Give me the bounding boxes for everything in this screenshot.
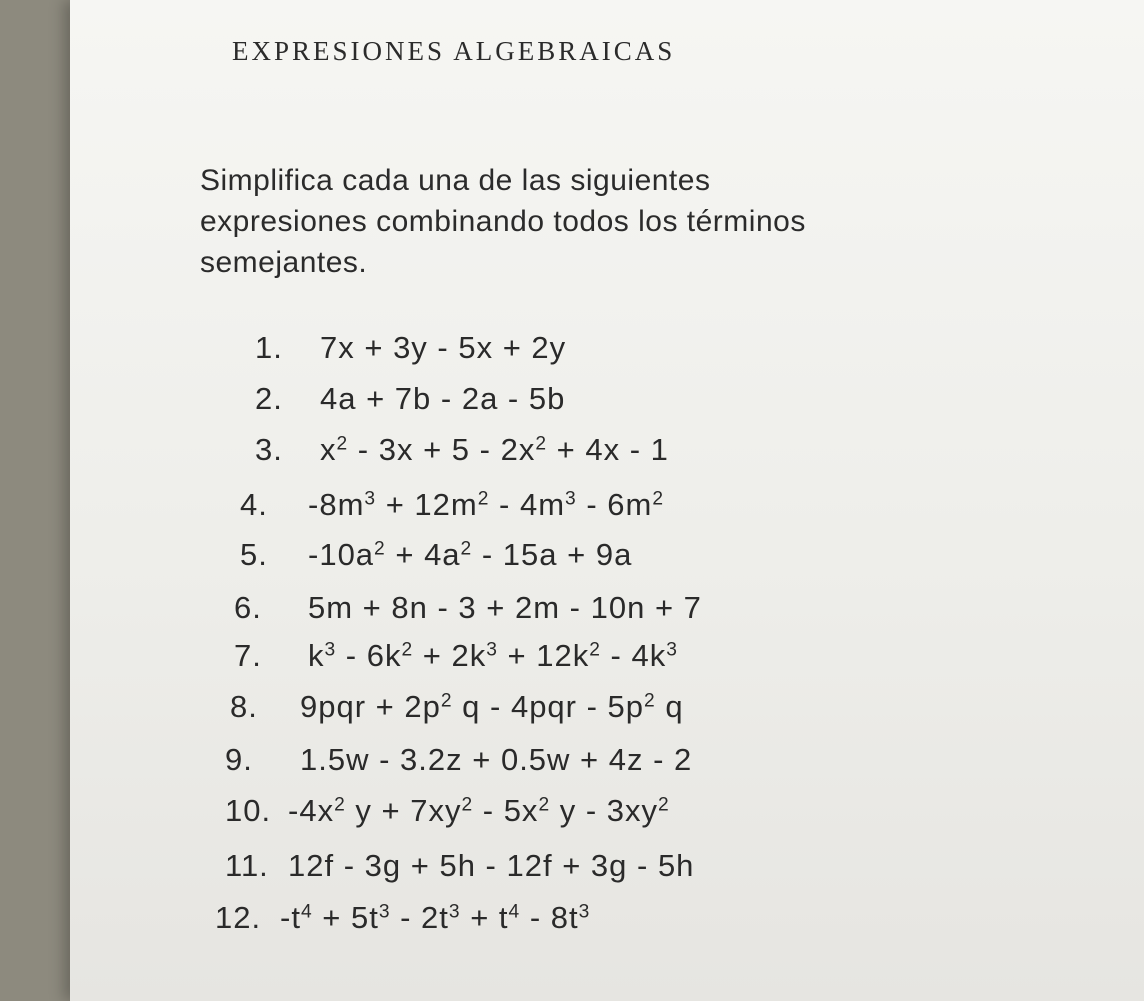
exercise-item	[225, 742, 693, 778]
exponent: 3	[666, 639, 678, 661]
expression-term: y + 7xy	[345, 793, 462, 828]
expression-term: 1.5w - 3.2z + 0.5w + 4z - 2	[300, 742, 693, 777]
exercise-item	[215, 900, 591, 936]
exponent: 3	[578, 901, 591, 923]
exercise-item	[225, 848, 695, 884]
exercise-expression	[288, 793, 670, 829]
exercise-number: 4.	[240, 487, 268, 522]
exercise-item	[240, 487, 665, 523]
expression-term: 12f - 3g + 5h - 12f + 3g - 5h	[288, 848, 695, 883]
exponent: 2	[461, 794, 474, 816]
exercise-expression	[320, 432, 669, 468]
exercise-expression	[300, 689, 684, 725]
exponent: 2	[401, 639, 414, 661]
exercise-item	[234, 590, 702, 626]
exercise-item	[240, 537, 633, 573]
exponent: 3	[324, 639, 337, 661]
exponent: 4	[508, 901, 521, 923]
expression-term: - 2t	[390, 900, 449, 935]
exercise-number: 7.	[234, 638, 262, 673]
exponent: 2	[477, 488, 490, 510]
exercise-item	[230, 689, 684, 725]
exercise-number: 3.	[255, 432, 283, 467]
exponent: 3	[378, 901, 391, 923]
exercise-number: 9.	[225, 742, 253, 777]
expression-term: - 5x	[473, 793, 539, 828]
exercise-number: 6.	[234, 590, 262, 625]
expression-term: -t	[280, 900, 301, 935]
expression-term: 5m + 8n - 3 + 2m - 10n + 7	[308, 590, 702, 625]
expression-term: -10a	[308, 537, 375, 572]
instructions-text: Simplifica cada una de las siguientes expresiones combinando todos los términos semejantes.	[200, 164, 806, 279]
exercise-number: 5.	[240, 537, 268, 572]
exponent: 4	[300, 901, 313, 923]
expression-term: - 6k	[336, 638, 402, 673]
exponent: 3	[565, 488, 577, 510]
expression-term: + 4x - 1	[547, 432, 669, 467]
exponent: 2	[644, 690, 656, 712]
expression-term: y - 3xy	[550, 793, 659, 828]
exercise-number: 2.	[255, 381, 283, 416]
exercise-number: 11.	[225, 848, 269, 883]
expression-term: x	[320, 432, 337, 467]
exercise-item	[255, 381, 566, 417]
expression-term: q	[655, 689, 684, 724]
worksheet-title: EXPRESIONES ALGEBRAICAS	[232, 36, 676, 66]
expression-term: -8m	[308, 487, 365, 522]
exercise-expression	[320, 381, 565, 417]
exercise-number: 10.	[225, 793, 272, 828]
exponent: 2	[589, 639, 601, 661]
exercise-number: 1.	[255, 330, 283, 365]
exercise-item	[255, 330, 567, 366]
expression-term: + 2k	[413, 638, 487, 673]
exercise-expression	[320, 330, 566, 366]
expression-term: - 4m	[489, 487, 566, 522]
exponent: 2	[658, 794, 670, 816]
expression-term: - 8t	[520, 900, 579, 935]
exponent: 2	[334, 794, 346, 816]
expression-term: + 12m	[376, 487, 478, 522]
exponent: 2	[460, 538, 473, 560]
exponent: 3	[486, 639, 498, 661]
exercise-expression	[308, 590, 702, 626]
exercise-expression	[308, 537, 632, 573]
exercise-expression	[280, 900, 590, 936]
expression-term: 4a + 7b - 2a - 5b	[320, 381, 566, 416]
exercise-item	[255, 432, 669, 468]
exercise-number: 12.	[215, 900, 262, 935]
exponent: 2	[336, 433, 349, 455]
exercise-expression	[308, 487, 664, 523]
expression-term: - 3x + 5 - 2x	[348, 432, 536, 467]
exercise-expression	[300, 742, 692, 778]
expression-term: q - 4pqr - 5p	[452, 689, 645, 724]
expression-term: + 12k	[497, 638, 590, 673]
expression-term: + 4a	[385, 537, 461, 572]
expression-term: - 4k	[600, 638, 667, 673]
exercise-item	[234, 638, 678, 674]
expression-term: 9pqr + 2p	[300, 689, 441, 724]
exponent: 2	[374, 538, 386, 560]
expression-term: k	[308, 638, 325, 673]
exponent: 3	[364, 488, 377, 510]
exercise-number: 8.	[230, 689, 258, 724]
expression-term: + 5t	[312, 900, 379, 935]
expression-term: + t	[460, 900, 509, 935]
exponent: 3	[448, 901, 461, 923]
expression-term: - 6m	[576, 487, 653, 522]
exercise-item	[225, 793, 670, 829]
expression-term: - 15a + 9a	[472, 537, 633, 572]
expression-term: 7x + 3y - 5x + 2y	[320, 330, 567, 365]
exponent: 2	[440, 690, 453, 712]
exercise-expression	[288, 848, 694, 884]
expression-term: -4x	[288, 793, 335, 828]
exercise-expression	[308, 638, 678, 674]
exponent: 2	[535, 433, 548, 455]
exponent: 2	[538, 794, 551, 816]
exponent: 2	[652, 488, 665, 510]
